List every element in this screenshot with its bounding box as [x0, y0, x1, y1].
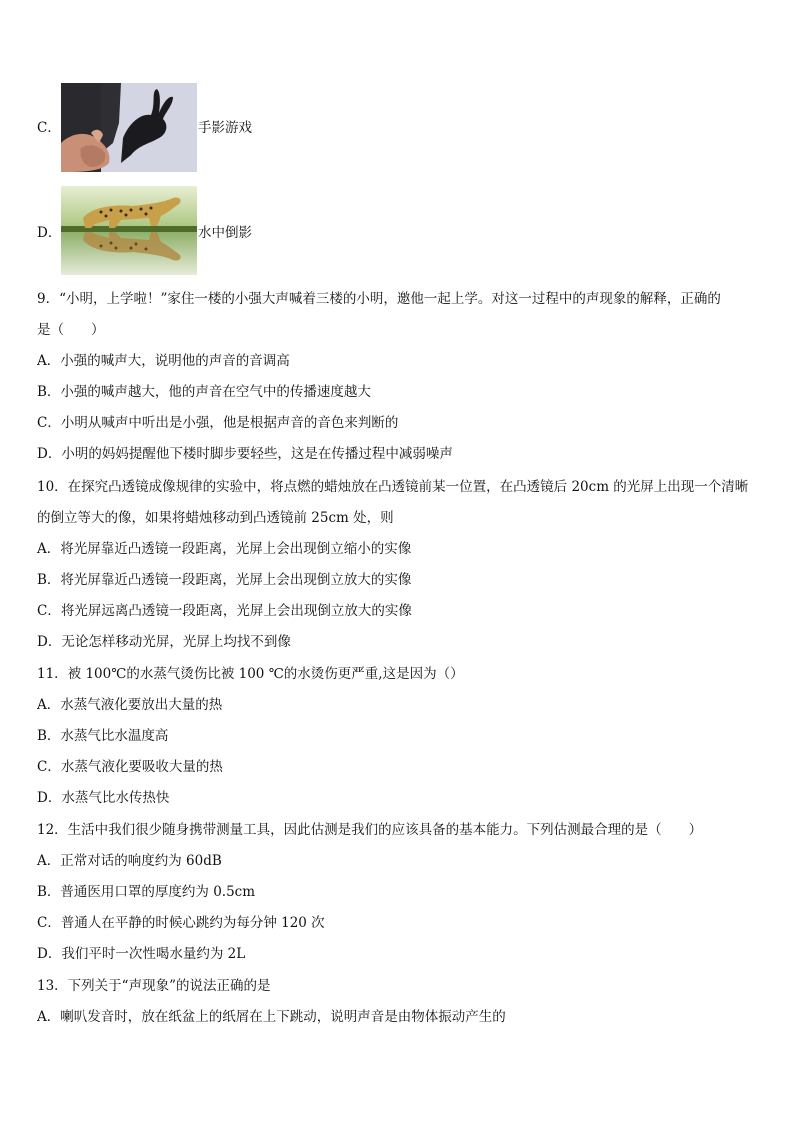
q12-stem-line-1: 12．生活中我们很少随身携带测量工具，因此估测是我们的应该具备的基本能力。下列估测最合理的是（ ） [37, 822, 703, 838]
q11-option-b: B．水蒸气比水温度高 [37, 728, 169, 744]
q9-option-b: B．小强的喊声越大，他的声音在空气中的传播速度越大 [37, 384, 371, 400]
option-d-caption: 水中倒影 [198, 225, 252, 241]
hand-shadow-image [61, 83, 197, 172]
q13-option-a: A．喇叭发音时，放在纸盆上的纸屑在上下跳动，说明声音是由物体振动产生的 [37, 1009, 506, 1025]
q10-option-b: B．将光屏靠近凸透镜一段距离，光屏上会出现倒立放大的实像 [37, 572, 412, 588]
q10-option-c: C．将光屏远离凸透镜一段距离，光屏上会出现倒立放大的实像 [37, 603, 412, 619]
q11-option-c: C．水蒸气液化要吸收大量的热 [37, 759, 223, 775]
q10-option-a: A．将光屏靠近凸透镜一段距离，光屏上会出现倒立缩小的实像 [37, 541, 412, 557]
q9-stem-line-2: 是（ ） [37, 322, 105, 338]
q12-option-c: C．普通人在平静的时候心跳约为每分钟 120 次 [37, 915, 325, 931]
q10-option-d: D．无论怎样移动光屏，光屏上均找不到像 [37, 634, 291, 650]
q9-option-a: A．小强的喊声大，说明他的声音的音调高 [37, 353, 290, 369]
q12-option-b: B．普通医用口罩的厚度约为 0.5cm [37, 884, 256, 900]
water-reflection-image [61, 186, 197, 275]
option-c-caption: 手影游戏 [198, 120, 252, 136]
q9-stem-line-1: 9．“小明，上学啦！”家住一楼的小强大声喊着三楼的小明，邀他一起上学。对这一过程中的声现象的解释，正确的 [37, 291, 721, 307]
q11-option-a: A．水蒸气液化要放出大量的热 [37, 697, 223, 713]
option-d-label: D． [37, 225, 62, 241]
q9-option-c: C．小明从喊声中听出是小强，他是根据声音的音色来判断的 [37, 415, 399, 431]
q12-option-d: D．我们平时一次性喝水量约为 2L [37, 946, 246, 962]
q12-option-a: A．正常对话的响度约为 60dB [37, 853, 222, 869]
q11-option-d: D．水蒸气比水传热快 [37, 790, 170, 806]
q11-stem-line-1: 11．被 100℃的水蒸气烫伤比被 100 ℃的水烫伤更严重,这是因为（） [37, 666, 464, 682]
q13-stem-line-1: 13．下列关于“声现象”的说法正确的是 [37, 978, 271, 994]
option-c-label: C． [37, 120, 61, 136]
q10-stem-line-2: 的倒立等大的像，如果将蜡烛移动到凸透镜前 25cm 处，则 [37, 510, 394, 526]
q10-stem-line-1: 10．在探究凸透镜成像规律的实验中，将点燃的蜡烛放在凸透镜前某一位置，在凸透镜后 20cm 的光屏上出现一个清晰 [37, 479, 749, 495]
q9-option-d: D．小明的妈妈提醒他下楼时脚步要轻些，这是在传播过程中减弱噪声 [37, 446, 453, 462]
